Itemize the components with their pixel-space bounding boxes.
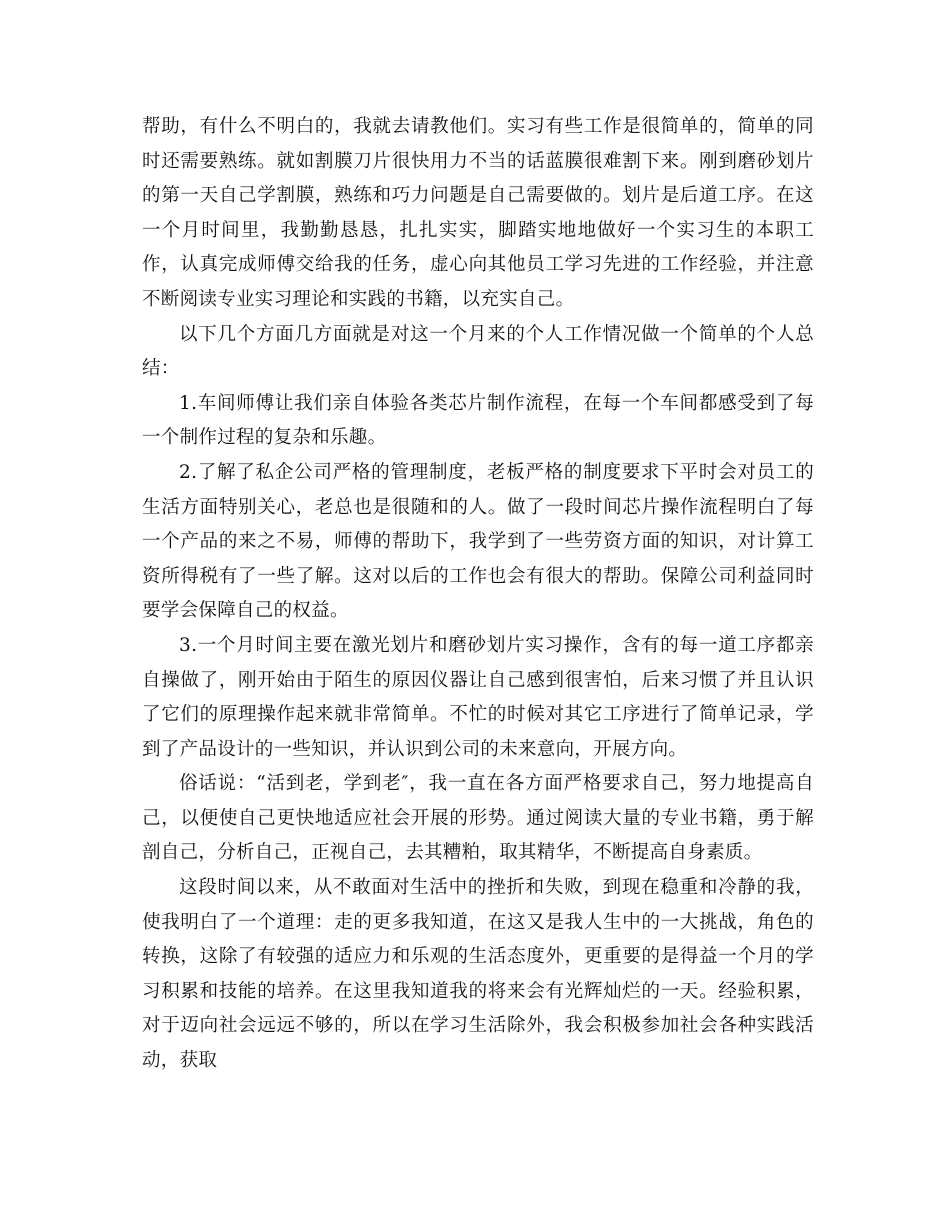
paragraph-proverb: 俗话说：“活到老，学到老″，我一直在各方面严格要求自己，努力地提高自己，以便使自己更快地适应社会开展的形势。通过阅读大量的专业书籍，勇于解剖自己，分析自己，正视自己，去其糟粕，取其精华，不断提高自身素质。 xyxy=(142,773,814,864)
paragraph-point-2: 2.了解了私企公司严格的管理制度，老板严格的制度要求下平时会对员工的生活方面特别关心，老总也是很随和的人。做了一段时间芯片操作流程明白了每一个产品的来之不易，师傅的帮助下，我学到了一些劳资方面的知识，对计算工资所得税有了一些了解。这对以后的工作也会有很大的帮助。保障公司利益同时要学会保障自己的权益。 xyxy=(142,461,814,622)
paragraph-reflection: 这段时间以来，从不敢面对生活中的挫折和失败，到现在稳重和冷静的我，使我明白了一个道理：走的更多我知道，在这又是我人生中的一大挑战，角色的转换，这除了有较强的适应力和乐观的生活态度外，更重要的是得益一个月的学习积累和技能的培养。在这里我知道我的将来会有光辉灿烂的一天。经验积累，对于迈向社会远远不够的，所以在学习生活除外，我会积极参加社会各种实践活动，获取 xyxy=(142,877,814,1072)
paragraph-point-3: 3.一个月时间主要在激光划片和磨砂划片实习操作，含有的每一道工序都亲自操做了，刚开始由于陌生的原因仪器让自己感到很害怕，后来习惯了并且认识了它们的原理操作起来就非常简单。不忙的时候对其它工序进行了简单记录，学到了产品设计的一些知识，并认识到公司的未来意向，开展方向。 xyxy=(142,634,814,760)
paragraph-point-1: 1.车间师傅让我们亲自体验各类芯片制作流程，在每一个车间都感受到了每一个制作过程的复杂和乐趣。 xyxy=(142,392,814,449)
document-page xyxy=(142,110,814,1079)
paragraph-summary-intro: 以下几个方面几方面就是对这一个月来的个人工作情况做一个简单的个人总结： xyxy=(142,323,814,380)
paragraph-continuation: 帮助，有什么不明白的，我就去请教他们。实习有些工作是很简单的，简单的同时还需要熟练。就如割膜刀片很快用力不当的话蓝膜很难割下来。刚到磨砂划片的第一天自己学割膜，熟练和巧力问题是自己需要做的。划片是后道工序。在这一个月时间里，我勤勤恳恳，扎扎实实，脚踏实地地做好一个实习生的本职工作，认真完成师傅交给我的任务，虚心向其他员工学习先进的工作经验，并注意不断阅读专业实习理论和实践的书籍，以充实自己。 xyxy=(142,116,814,310)
